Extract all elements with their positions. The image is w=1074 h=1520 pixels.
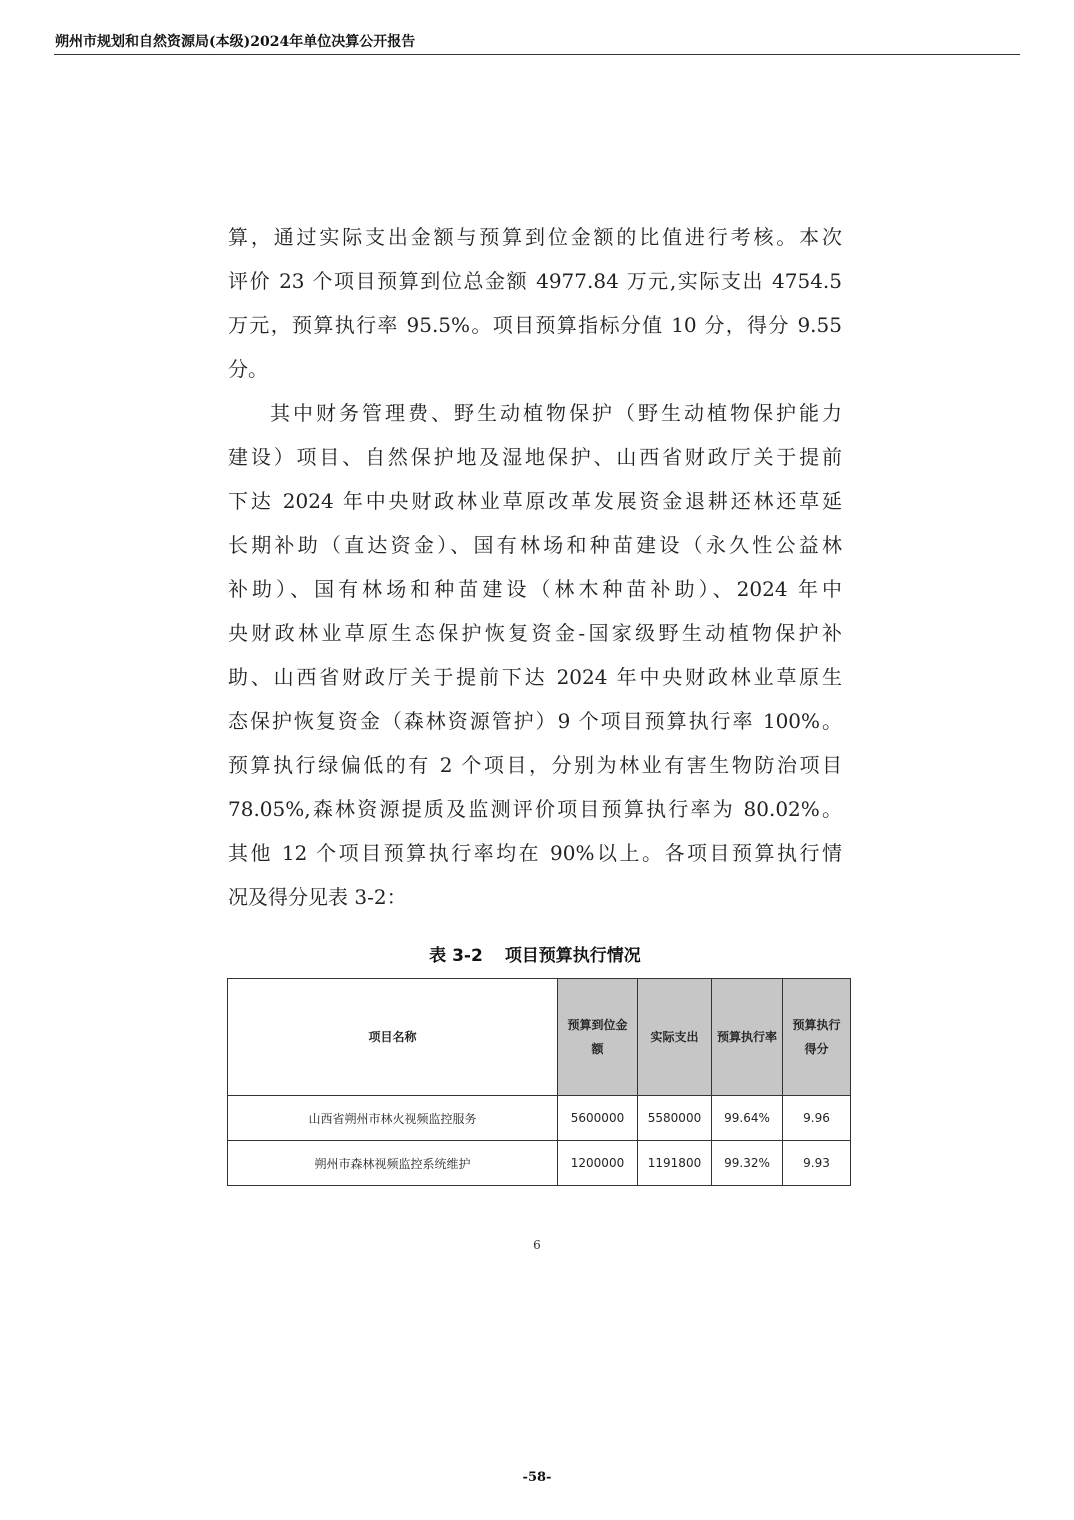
cell-execution-score: 9.93	[783, 1141, 851, 1186]
cell-project-name: 山西省朔州市林火视频监控服务	[228, 1096, 558, 1141]
table-caption-title: 项目预算执行情况	[504, 946, 641, 966]
header-actual-expense: 实际支出	[638, 979, 712, 1096]
outer-page-number: -58-	[522, 1470, 552, 1485]
text-line: 其他 12 个项目预算执行率均在 90%以上。各项目预算执行情	[228, 841, 842, 865]
table-header-row	[228, 979, 851, 1096]
body-text	[228, 215, 842, 919]
text-line: 算，通过实际支出金额与预算到位金额的比值进行考核。本次	[228, 225, 842, 249]
inner-page-number: 6	[533, 1238, 541, 1252]
header-execution-rate: 预算执行率	[712, 979, 783, 1096]
report-header-title: 朔州市规划和自然资源局(本级)2024年单位决算公开报告	[55, 34, 416, 50]
cell-project-name: 朔州市森林视频监控系统维护	[228, 1141, 558, 1186]
text-line: 补助）、国有林场和种苗建设（林木种苗补助）、2024 年中	[228, 577, 842, 601]
text-line: 评价 23 个项目预算到位总金额 4977.84 万元,实际支出 4754.5	[228, 269, 842, 293]
text-line: 长期补助（直达资金）、国有林场和种苗建设（永久性公益林	[228, 533, 842, 557]
text-line: 建设）项目、自然保护地及湿地保护、山西省财政厅关于提前	[228, 445, 842, 469]
cell-execution-score: 9.96	[783, 1096, 851, 1141]
text-line: 助、山西省财政厅关于提前下达 2024 年中央财政林业草原生	[228, 665, 842, 689]
header-budget-amount: 预算到位金额	[558, 979, 638, 1096]
text-line: 央财政林业草原生态保护恢复资金-国家级野生动植物保护补	[228, 621, 842, 645]
text-line: 预算执行绿偏低的有 2 个项目，分别为林业有害生物防治项目	[228, 753, 842, 777]
cell-budget-amount: 1200000	[558, 1141, 638, 1186]
cell-actual-expense: 5580000	[638, 1096, 712, 1141]
text-line: 万元，预算执行率 95.5%。项目预算指标分值 10 分，得分 9.55	[228, 313, 842, 337]
header-project-name: 项目名称	[228, 979, 558, 1096]
text-line: 其中财务管理费、野生动植物保护（野生动植物保护能力	[270, 401, 842, 425]
text-line: 态保护恢复资金（森林资源管护）9 个项目预算执行率 100%。	[228, 709, 842, 733]
table-row	[228, 1141, 851, 1186]
header-divider	[54, 54, 1020, 55]
text-line: 分。	[228, 357, 268, 381]
cell-execution-rate: 99.32%	[712, 1141, 783, 1186]
text-line: 78.05%,森林资源提质及监测评价项目预算执行率为 80.02%。	[228, 797, 842, 821]
text-line: 况及得分见表 3-2：	[228, 885, 407, 909]
cell-budget-amount: 5600000	[558, 1096, 638, 1141]
header-execution-score: 预算执行得分	[783, 979, 851, 1096]
cell-actual-expense: 1191800	[638, 1141, 712, 1186]
table-row	[228, 1096, 851, 1141]
budget-execution-table	[227, 978, 851, 1186]
table-caption-number: 表 3-2	[429, 946, 483, 966]
cell-execution-rate: 99.64%	[712, 1096, 783, 1141]
table-caption	[228, 941, 842, 966]
text-line: 下达 2024 年中央财政林业草原改革发展资金退耕还林还草延	[228, 489, 842, 513]
